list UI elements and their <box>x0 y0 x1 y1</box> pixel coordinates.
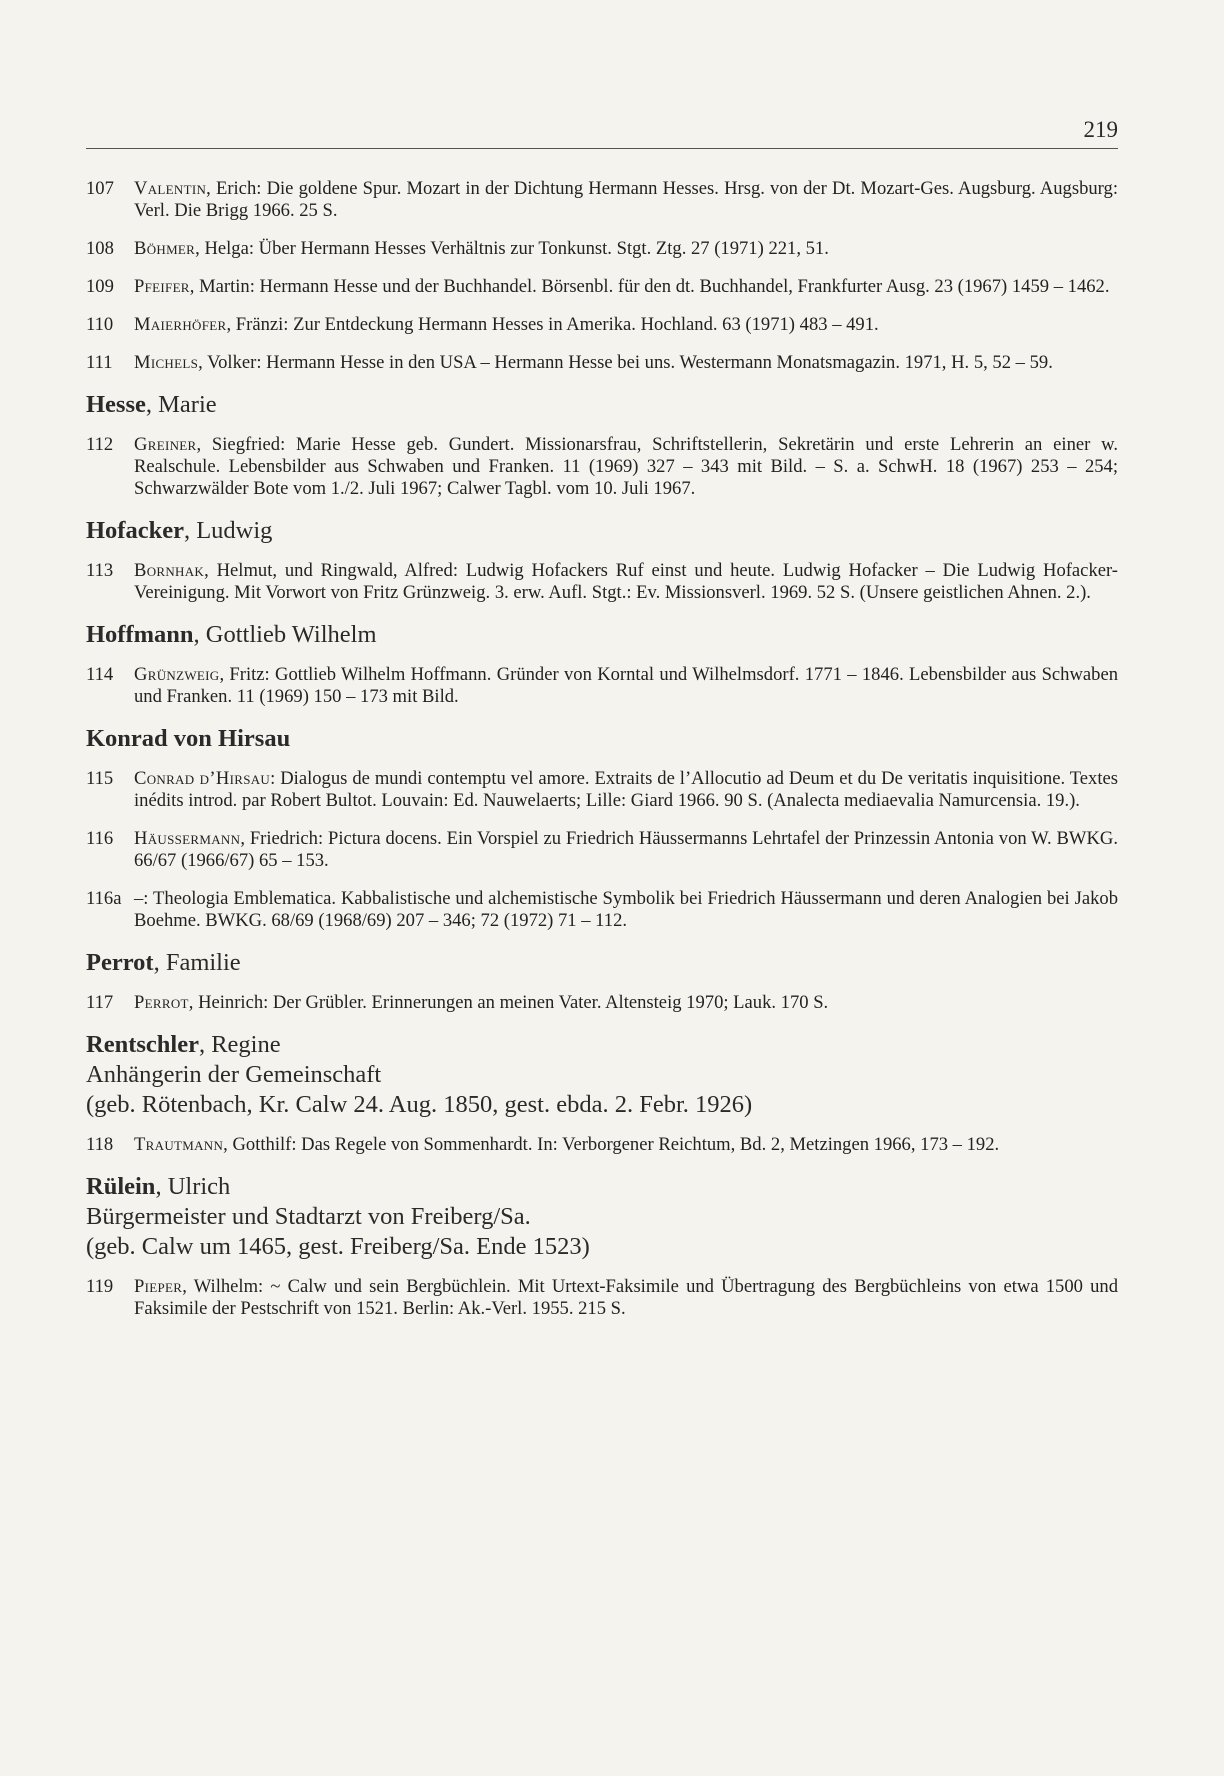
bibliography-entry <box>86 888 1118 932</box>
section-surname: Rentschler <box>86 1031 199 1058</box>
section-subtitle: Bürgermeister und Stadtarzt von Freiberg/Sa. <box>86 1203 531 1230</box>
bibliography-content <box>86 178 1118 1336</box>
section-surname: Hoffmann <box>86 621 194 648</box>
entry-author: Grünzweig <box>134 664 220 685</box>
section-heading-block <box>86 724 1118 754</box>
entry-number: 116a <box>86 888 122 909</box>
bibliography-entry <box>86 1276 1118 1320</box>
header-rule <box>86 148 1118 149</box>
entry-number: 112 <box>86 434 114 455</box>
section-given-name: , Regine <box>198 1031 281 1058</box>
entry-text: , Martin: Hermann Hesse und der Buchhandel. Börsenbl. für den dt. Buchhandel, Frankfurter Ausg. 23 (1967) 1459 – 1462. <box>189 276 1110 297</box>
entry-author: Pfeifer <box>134 276 190 297</box>
section-surname: Konrad von Hirsau <box>86 725 291 752</box>
section-heading <box>86 1030 1118 1060</box>
bibliography-entry <box>86 992 1118 1014</box>
bibliography-entry <box>86 276 1118 298</box>
entry-text: , Gotthilf: Das Regele von Sommenhardt. In: Verborgener Reichtum, Bd. 2, Metzingen 1966, 173 – 192. <box>223 1134 1000 1155</box>
entry-number: 116 <box>86 828 114 849</box>
entry-number: 118 <box>86 1134 114 1155</box>
entry-text: , Heinrich: Der Grübler. Erinnerungen an meinen Vater. Altensteig 1970; Lauk. 170 S. <box>188 992 829 1013</box>
bibliography-entry <box>86 768 1118 812</box>
section-given-name: , Gottlieb Wilhelm <box>193 621 377 648</box>
entry-text: , Wilhelm: ~ Calw und sein Bergbüchlein. Mit Urtext-Faksimile und Übertragung des Bergbüchleins von etwa 1500 und Faksimile der Pestschrift von 1521. Berlin: Ak.-Verl. 1955. 215 S. <box>134 1276 1118 1319</box>
section-surname: Rülein <box>86 1173 156 1200</box>
section-surname: Hofacker <box>86 517 184 544</box>
entry-author: Bornhak <box>134 560 205 581</box>
bibliography-entry <box>86 434 1118 500</box>
entry-number: 119 <box>86 1276 114 1297</box>
section-heading-block <box>86 390 1118 420</box>
section-heading <box>86 390 1118 420</box>
section-surname: Hesse <box>86 391 146 418</box>
section-given-name: , Ulrich <box>155 1173 231 1200</box>
entry-author: Michels <box>134 352 199 373</box>
entry-author: Pieper <box>134 1276 183 1297</box>
entry-author: Valentin <box>134 178 207 199</box>
entry-number: 115 <box>86 768 114 789</box>
section-heading-block <box>86 516 1118 546</box>
entry-number: 110 <box>86 314 114 335</box>
entry-number: 111 <box>86 352 113 373</box>
section-subtitle: (geb. Calw um 1465, gest. Freiberg/Sa. Ende 1523) <box>86 1233 590 1260</box>
section-heading-block <box>86 620 1118 650</box>
section-given-name: , Marie <box>145 391 217 418</box>
bibliography-entry <box>86 314 1118 336</box>
page-number: 219 <box>1083 117 1118 142</box>
bibliography-entry <box>86 178 1118 222</box>
section-heading-block <box>86 1172 1118 1262</box>
section-heading <box>86 724 1118 754</box>
entry-number: 114 <box>86 664 114 685</box>
section-heading <box>86 620 1118 650</box>
entry-text: , Volker: Hermann Hesse in den USA – Hermann Hesse bei uns. Westermann Monatsmagazin. 1971, H. 5, 52 – 59. <box>198 352 1053 373</box>
section-heading <box>86 948 1118 978</box>
bibliography-entry <box>86 1134 1118 1156</box>
bibliography-entry <box>86 238 1118 260</box>
section-given-name: , Ludwig <box>183 517 273 544</box>
entry-author: Maierhöfer <box>134 314 227 335</box>
entry-text: , Helga: Über Hermann Hesses Verhältnis zur Tonkunst. Stgt. Ztg. 27 (1971) 221, 51. <box>195 238 829 259</box>
entry-author: Trautmann <box>134 1134 224 1155</box>
entry-text: , Fritz: Gottlieb Wilhelm Hoffmann. Gründer von Korntal und Wilhelmsdorf. 1771 – 1846. Lebensbilder aus Schwaben und Franken. 11 (1969) 150 – 173 mit Bild. <box>134 664 1118 707</box>
entry-author: Böhmer <box>134 238 196 259</box>
entry-number: 108 <box>86 238 114 259</box>
section-heading-block <box>86 1030 1118 1120</box>
entry-text: : Dialogus de mundi contemptu vel amore. Extraits de l’Allocutio ad Deum et du De veritatis inquisitione. Textes inédits introd. par Robert Bultot. Louvain: Ed. Nauwelaerts; Lille: Giard 1966. 90 S. (Analecta mediaevalia Namurcensia. 19.). <box>134 768 1119 811</box>
section-subtitle: Anhängerin der Gemeinschaft <box>86 1061 382 1088</box>
entry-text: –: Theologia Emblematica. Kabbalistische und alchemistische Symbolik bei Friedrich Häussermann und deren Analogien bei Jakob Boehme. BWKG. 68/69 (1968/69) 207 – 346; 72 (1972) 71 – 112. <box>134 888 1118 931</box>
entry-text: , Erich: Die goldene Spur. Mozart in der Dichtung Hermann Hesses. Hrsg. von der Dt. Mozart-Ges. Augsburg. Augsburg: Verl. Die Brigg 1966. 25 S. <box>134 178 1118 221</box>
entry-number: 107 <box>86 178 114 199</box>
section-subtitle: (geb. Rötenbach, Kr. Calw 24. Aug. 1850, gest. ebda. 2. Febr. 1926) <box>86 1091 753 1118</box>
bibliography-entry <box>86 664 1118 708</box>
section-given-name: , Familie <box>153 949 241 976</box>
entry-author: Perrot <box>134 992 189 1013</box>
entry-number: 117 <box>86 992 114 1013</box>
section-heading <box>86 1172 1118 1202</box>
bibliography-entry <box>86 560 1118 604</box>
entry-author: Häussermann <box>134 828 241 849</box>
entry-author: Greiner <box>134 434 197 455</box>
entry-text: , Fränzi: Zur Entdeckung Hermann Hesses in Amerika. Hochland. 63 (1971) 483 – 491. <box>226 314 879 335</box>
entry-text: , Friedrich: Pictura docens. Ein Vorspiel zu Friedrich Häussermanns Lehrtafel der Prinzessin Antonia von W. BWKG. 66/67 (1966/67) 65 – 153. <box>134 828 1118 871</box>
entry-text: , Siegfried: Marie Hesse geb. Gundert. Missionarsfrau, Schriftstellerin, Sekretärin und erste Lehrerin an einer w. Realschule. Lebensbilder aus Schwaben und Franken. 11 (1969) 327 – 343 mit Bild. – S. a. SchwH. 18 (1967) 253 – 254; Schwarzwälder Bote vom 1./2. Juli 1967; Calwer Tagbl. vom 10. Juli 1967. <box>134 434 1118 499</box>
section-surname: Perrot <box>86 949 154 976</box>
entry-number: 109 <box>86 276 114 297</box>
bibliography-entry <box>86 352 1118 374</box>
section-heading-block <box>86 948 1118 978</box>
entry-text: , Helmut, und Ringwald, Alfred: Ludwig Hofackers Ruf einst und heute. Ludwig Hofacker – Die Ludwig Hofacker-Vereinigung. Mit Vorwort von Fritz Grünzweig. 3. erw. Aufl. Stgt.: Ev. Missionsverl. 1969. 52 S. (Unsere geistlichen Ahnen. 2.). <box>134 560 1118 603</box>
bibliography-entry <box>86 828 1118 872</box>
entry-author: Conrad d’Hirsau <box>134 768 271 789</box>
section-heading <box>86 516 1118 546</box>
entry-number: 113 <box>86 560 114 581</box>
